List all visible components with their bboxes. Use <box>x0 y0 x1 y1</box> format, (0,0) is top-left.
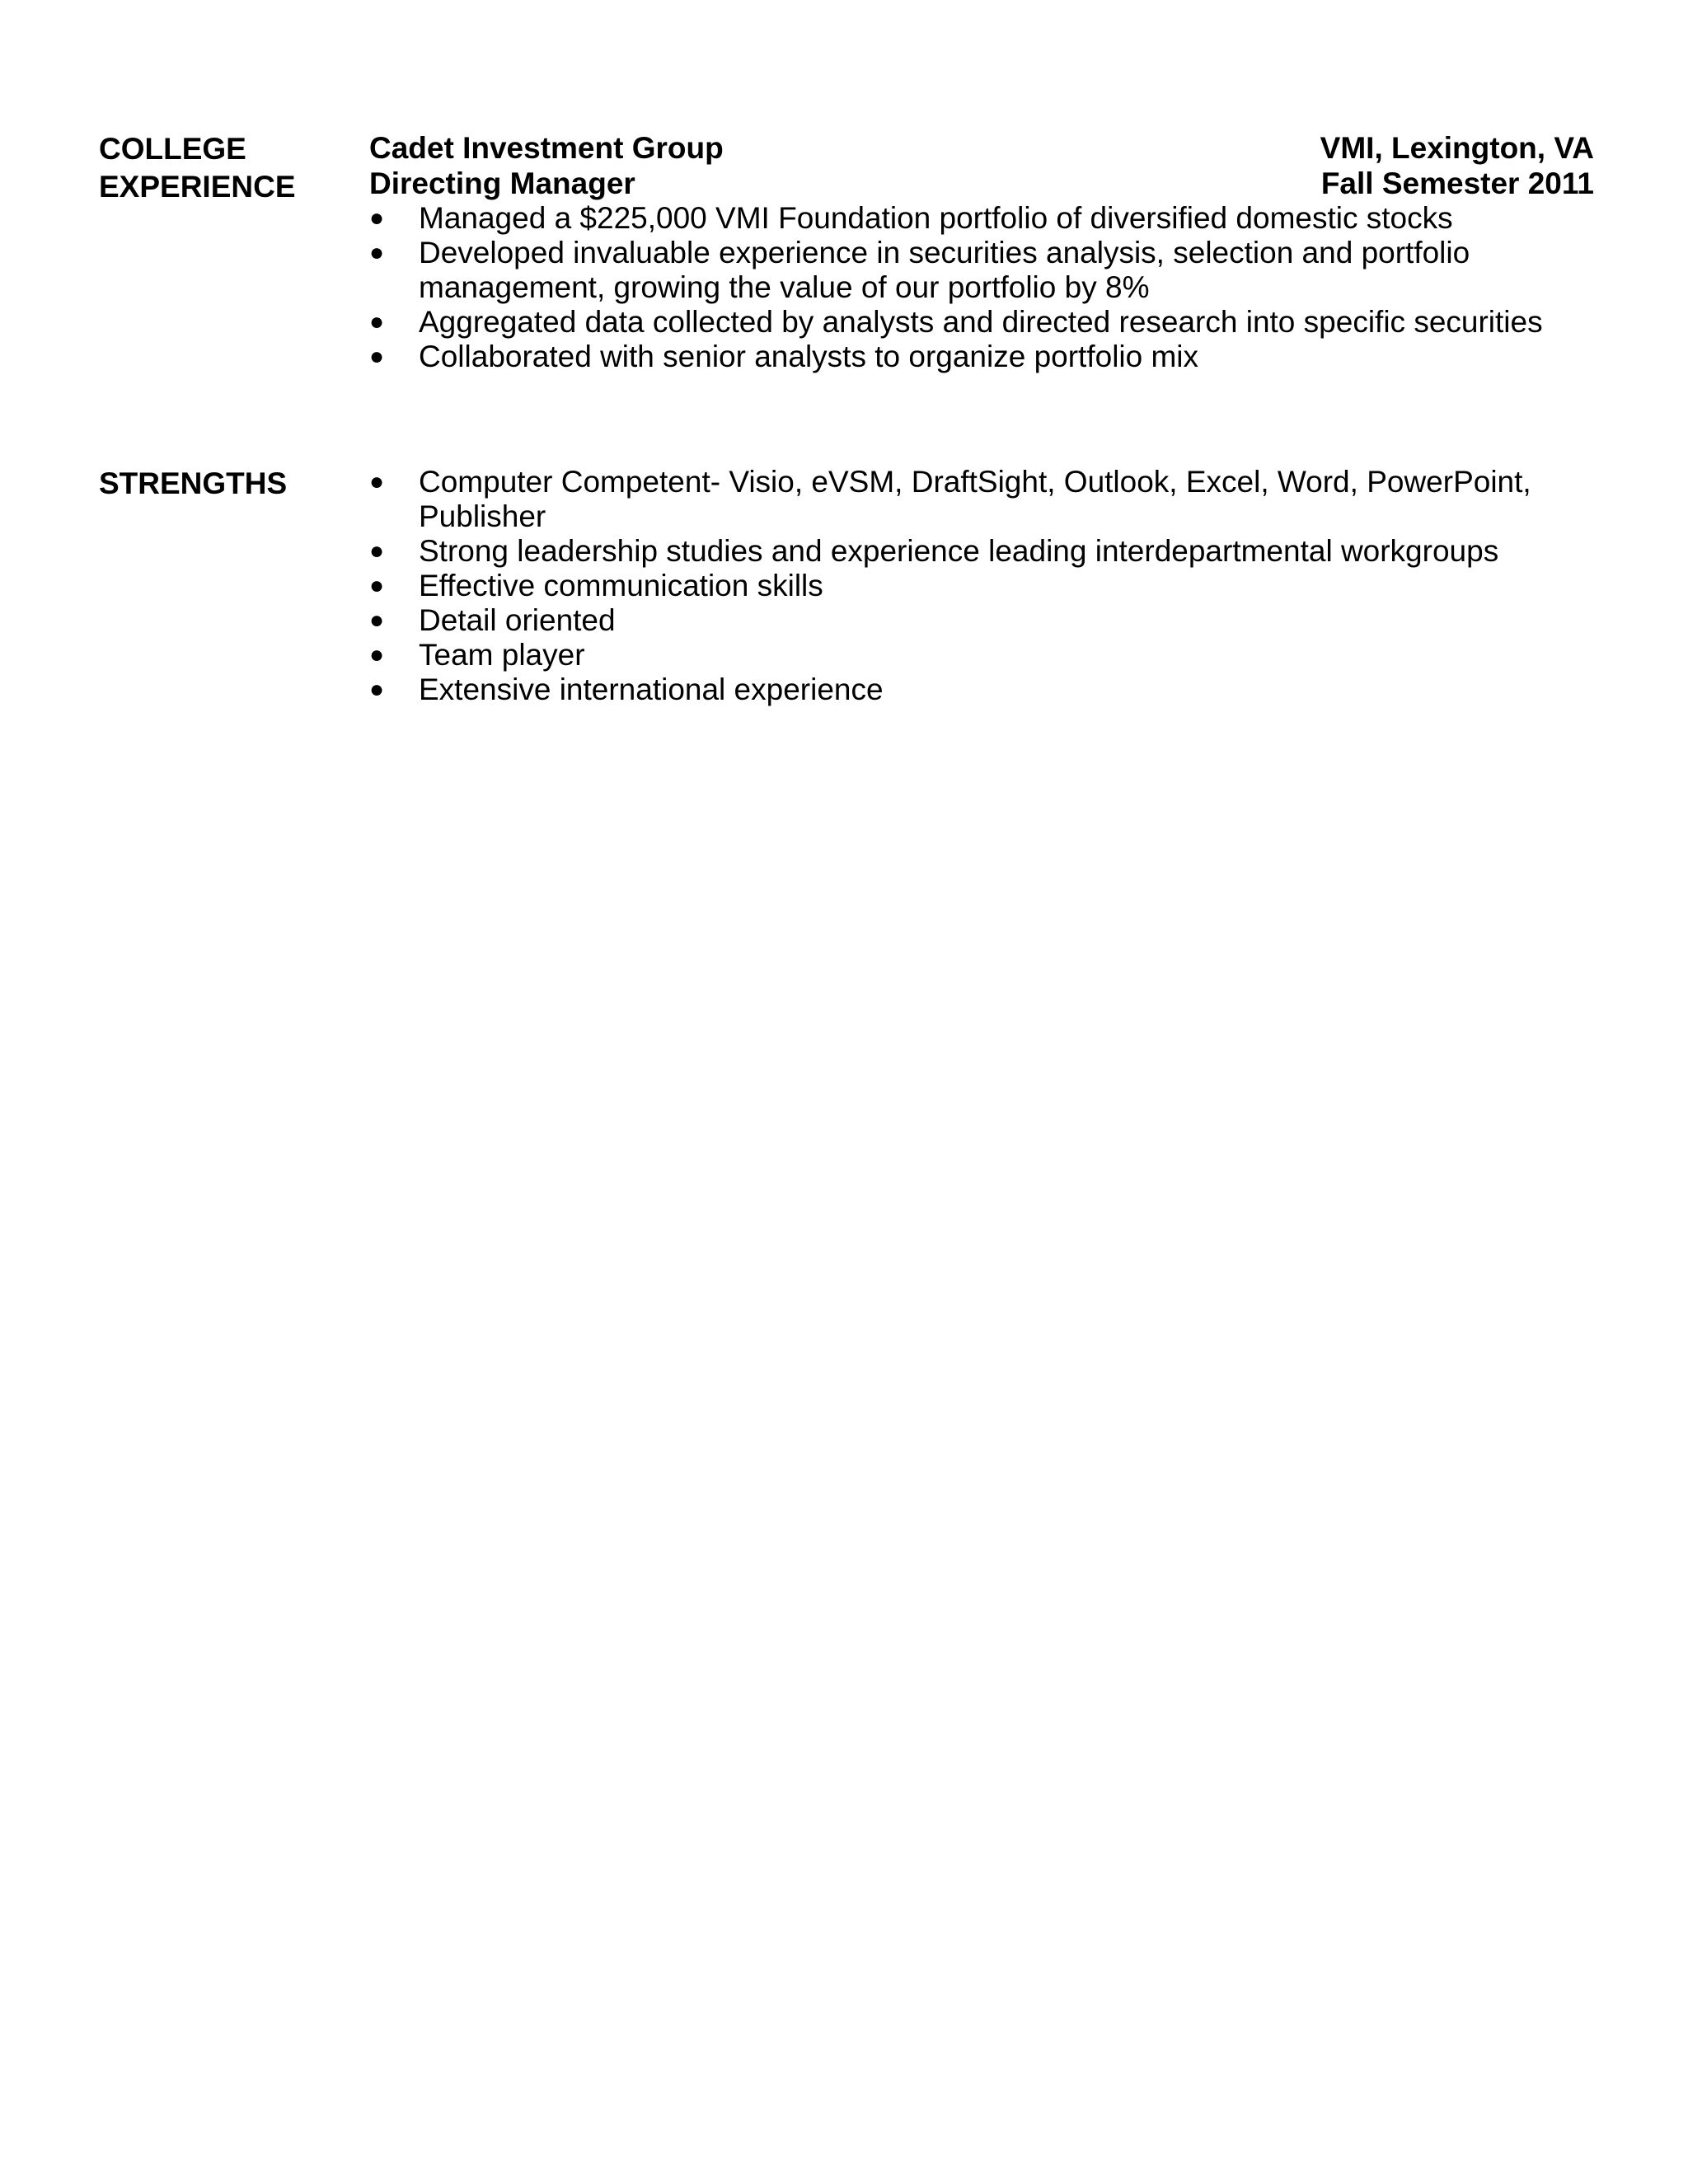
bullet-icon: ● <box>369 572 385 599</box>
organization-name: Cadet Investment Group <box>369 131 724 165</box>
list-item <box>369 236 1594 305</box>
list-item-text: Collaborated with senior analysts to organize portfolio mix <box>419 340 1199 373</box>
list-item <box>369 603 1594 638</box>
list-item <box>369 305 1594 340</box>
list-item <box>369 340 1594 374</box>
bullet-icon: ● <box>369 676 385 703</box>
organization-location: VMI, Lexington, VA <box>1320 131 1594 165</box>
list-item-text: Effective communication skills <box>419 569 823 602</box>
list-item <box>369 534 1594 569</box>
bullet-icon: ● <box>369 468 385 495</box>
list-item-text: Extensive international experience <box>419 673 884 706</box>
bullet-icon: ● <box>369 537 385 565</box>
bullet-icon: ● <box>369 308 385 335</box>
list-item-text: Team player <box>419 638 585 672</box>
section-heading-strengths: STRENGTHS <box>99 466 288 500</box>
bullet-icon: ● <box>369 239 385 266</box>
role-title: Directing Manager <box>369 166 635 200</box>
role-dates: Fall Semester 2011 <box>1320 166 1594 200</box>
list-item <box>369 465 1594 534</box>
list-item <box>369 569 1594 603</box>
role-row <box>369 166 1594 201</box>
bullet-icon: ● <box>369 343 385 370</box>
list-item-text: Managed a $225,000 VMI Foundation portfolio of diversified domestic stocks <box>419 201 1453 235</box>
list-item <box>369 201 1594 236</box>
list-item <box>369 673 1594 707</box>
section-heading-college-experience: COLLEGE EXPERIENCE <box>99 132 296 204</box>
list-item-text: Computer Competent- Visio, eVSM, DraftSight, Outlook, Excel, Word, PowerPoint, Publisher <box>419 465 1531 533</box>
list-item-text: Aggregated data collected by analysts and directed research into specific securities <box>419 305 1543 339</box>
strengths-bullet-list <box>369 465 1594 707</box>
bullet-icon: ● <box>369 641 385 668</box>
organization-row <box>369 130 1594 166</box>
list-item-text: Strong leadership studies and experience leading interdepartmental workgroups <box>419 534 1499 568</box>
bullet-icon: ● <box>369 607 385 634</box>
list-item-text: Developed invaluable experience in securities analysis, selection and portfolio management, growing the value of our portfolio by 8% <box>419 236 1470 304</box>
list-item-text: Detail oriented <box>419 603 616 637</box>
strengths-content <box>369 465 1594 707</box>
bullet-icon: ● <box>369 204 385 232</box>
experience-bullet-list <box>369 201 1594 374</box>
experience-content <box>369 130 1594 374</box>
list-item <box>369 638 1594 673</box>
